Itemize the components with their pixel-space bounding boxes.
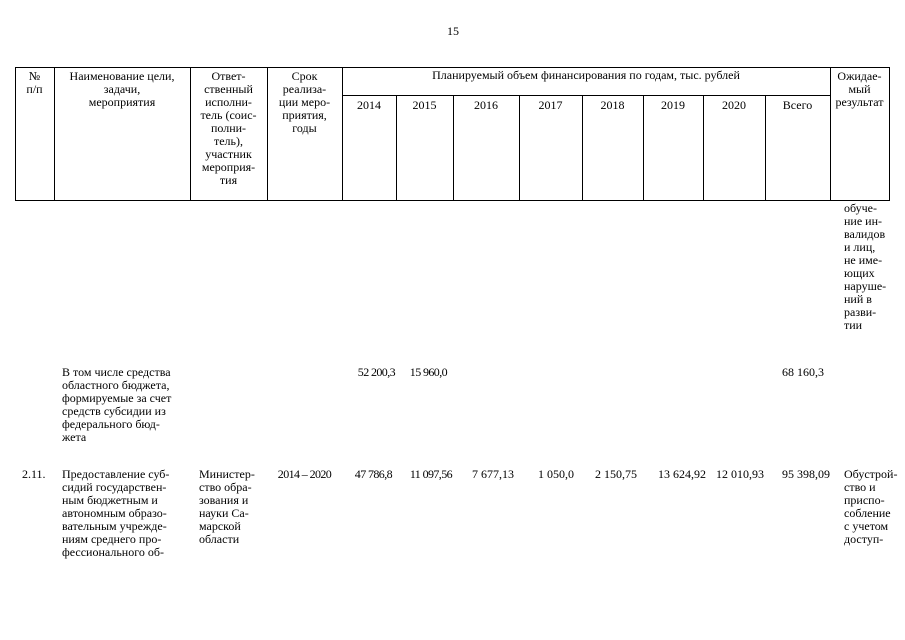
row-211-result: Обустрой- ство и приспо- собление с учетом доступ- bbox=[844, 467, 898, 546]
header-name: Наименование цели, задачи, мероприятия bbox=[69, 69, 175, 109]
header-funding: Планируемый объем финансирования по годам, тыс. рублей bbox=[432, 68, 740, 82]
header-year-2019: 2019 bbox=[661, 98, 685, 112]
row-211-value-2017: 1 050,0 bbox=[538, 467, 574, 481]
row-211-name: Предоставление суб- сидий государствен- ным бюджетным и автономным образо- вательным учрежде- ниям среднего про- фессионального об- bbox=[62, 467, 170, 559]
header-num: № п/п bbox=[26, 69, 43, 96]
row-211-value-2019: 13 624,92 bbox=[658, 467, 706, 481]
page-number: 15 bbox=[447, 24, 459, 38]
header-executor: Ответ- ственный исполни- тель (соис- полни- тель), участник мероприя- тия bbox=[200, 69, 257, 187]
header-year-2016: 2016 bbox=[474, 98, 498, 112]
subsidy-value-2014: 52 200,3 bbox=[357, 365, 395, 379]
row-211-value-total: 95 398,09 bbox=[782, 467, 830, 481]
row-211-value-2018: 2 150,75 bbox=[595, 467, 637, 481]
row-211-executor: Министер- ство обра- зования и науки Са- марской области bbox=[199, 467, 255, 546]
continued-result: обуче- ние ин- валидов и лиц, не име- ющих наруше- ний в разви- тии bbox=[844, 201, 887, 332]
header-year-2014: 2014 bbox=[357, 98, 381, 112]
subsidy-value-2015: 15 960,0 bbox=[409, 365, 447, 379]
row-211-term: 2014 – 2020 bbox=[277, 467, 332, 481]
row-211-value-2014: 47 786,8 bbox=[354, 467, 392, 481]
header-year-2018: 2018 bbox=[600, 98, 625, 112]
header-result: Ожидае- мый результат bbox=[835, 69, 884, 109]
subsidy-value-total: 68 160,3 bbox=[782, 365, 824, 379]
row-211-value-2015: 11 097,56 bbox=[409, 467, 452, 481]
row-211-num: 2.11. bbox=[22, 467, 46, 481]
header-year-2015: 2015 bbox=[412, 98, 437, 112]
header-total: Всего bbox=[782, 98, 813, 112]
header-term: Срок реализа- ции меро- приятия, годы bbox=[278, 69, 331, 135]
header-year-2017: 2017 bbox=[538, 98, 563, 112]
header-year-2020: 2020 bbox=[722, 98, 746, 112]
subsidy-row-name: В том числе средства областного бюджета, формируемые за счет средств субсидии из федерального бюд- жета bbox=[62, 365, 172, 444]
row-211-value-2016: 7 677,13 bbox=[472, 467, 514, 481]
row-211-value-2020: 12 010,93 bbox=[716, 467, 764, 481]
